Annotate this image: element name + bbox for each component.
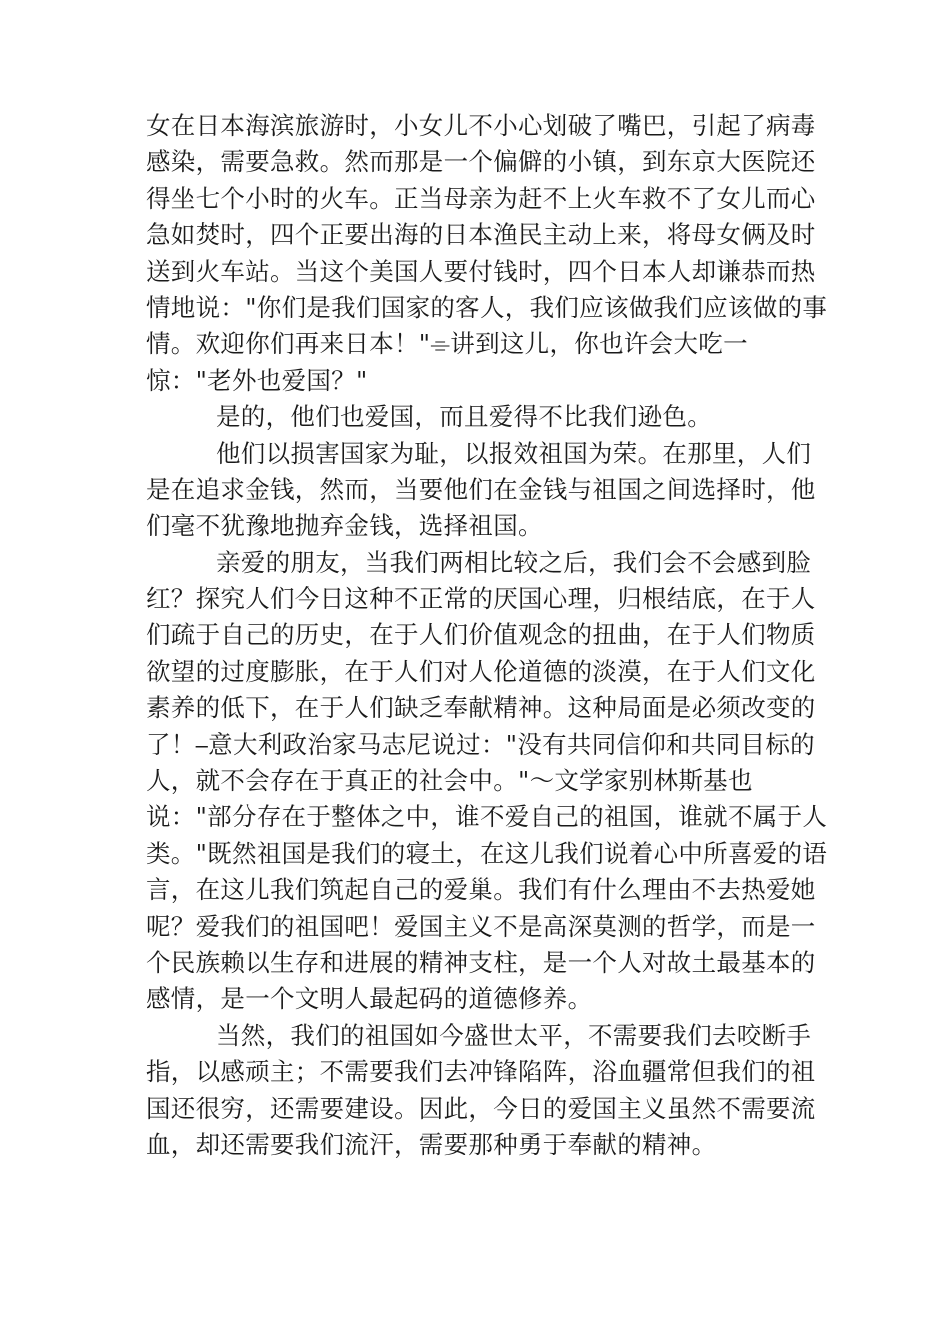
text-line: 当然，我们的祖国如今盛世太平，不需要我们去咬断手 [216,1020,812,1050]
text-line: 呢？爱我们的祖国吧！爱国主义不是高深莫测的哲学，而是一 [146,911,816,941]
text-line: 指，以感顽主；不需要我们去冲锋陷阵，浴血疆常但我们的祖 [146,1057,816,1087]
text-line: 血，却还需要我们流汗，需要那种勇于奉献的精神。 [146,1129,717,1159]
text-line: 说："部分存在于整体之中，谁不爱自己的祖国，谁就不属于人 [146,802,828,832]
text-line: 人，就不会存在于真正的社会中。"～文学家别林斯基也 [146,766,753,796]
text-line: 国还很穷，还需要建设。因此，今日的爱国主义虽然不需要流 [146,1093,816,1123]
text-line: 们疏于自己的历史，在于人们价值观念的扭曲，在于人们物质 [146,620,816,650]
text-line: 欲望的过度膨胀，在于人们对人伦道德的淡漠，在于人们文化 [146,656,816,686]
body-text [146,108,828,1163]
text-line: 急如焚时，四个正要出海的日本渔民主动上来，将母女俩及时 [146,220,816,250]
text-line: 素养的低下，在于人们缺乏奉献精神。这种局面是必须改变的 [146,693,816,723]
text-line: 是在追求金钱，然而，当要他们在金钱与祖国之间选择时，他 [146,474,816,504]
text-line: 惊："老外也爱国？" [146,365,368,395]
text-line: 得坐七个小时的火车。正当母亲为赶不上火车救不了女儿而心 [146,183,816,213]
text-line: 亲爱的朋友，当我们两相比较之后，我们会不会感到脸 [216,547,812,577]
text-line: 送到火车站。当这个美国人要付钱时，四个日本人却谦恭而热 [146,256,816,286]
text-line: 红？探究人们今日这种不正常的厌国心理，归根结底，在于人 [146,584,816,614]
text-line: 了！⎯意大利政治家马志尼说过："没有共同信仰和共同目标的 [146,729,815,759]
text-line: 类。"既然祖国是我们的寝土，在这儿我们说着心中所喜爱的语 [146,838,828,868]
text-line: 感染，需要急救。然而那是一个偏僻的小镇，到东京大医院还 [146,147,816,177]
text-line: 个民族赖以生存和进展的精神支柱，是一个人对故土最基本的 [146,947,816,977]
text-line: 感情，是一个文明人最起码的道德修养。 [146,984,593,1014]
text-line: 言，在这儿我们筑起自己的爱巢。我们有什么理由不去热爱她 [146,875,816,905]
text-line: 情。欢迎你们再来日本！"⌯讲到这儿，你也许会大吃一 [146,329,748,359]
text-line: 们毫不犹豫地抛弃金钱，选择祖国。 [146,511,543,541]
text-line: 是的，他们也爱国，而且爱得不比我们逊色。 [216,402,712,432]
text-line: 情地说："你们是我们国家的客人，我们应该做我们应该做的事 [146,292,828,322]
text-line: 女在日本海滨旅游时，小女儿不小心划破了嘴巴，引起了病毒 [146,111,816,140]
text-line: 他们以损害国家为耻，以报效祖国为荣。在那里，人们 [216,438,812,468]
